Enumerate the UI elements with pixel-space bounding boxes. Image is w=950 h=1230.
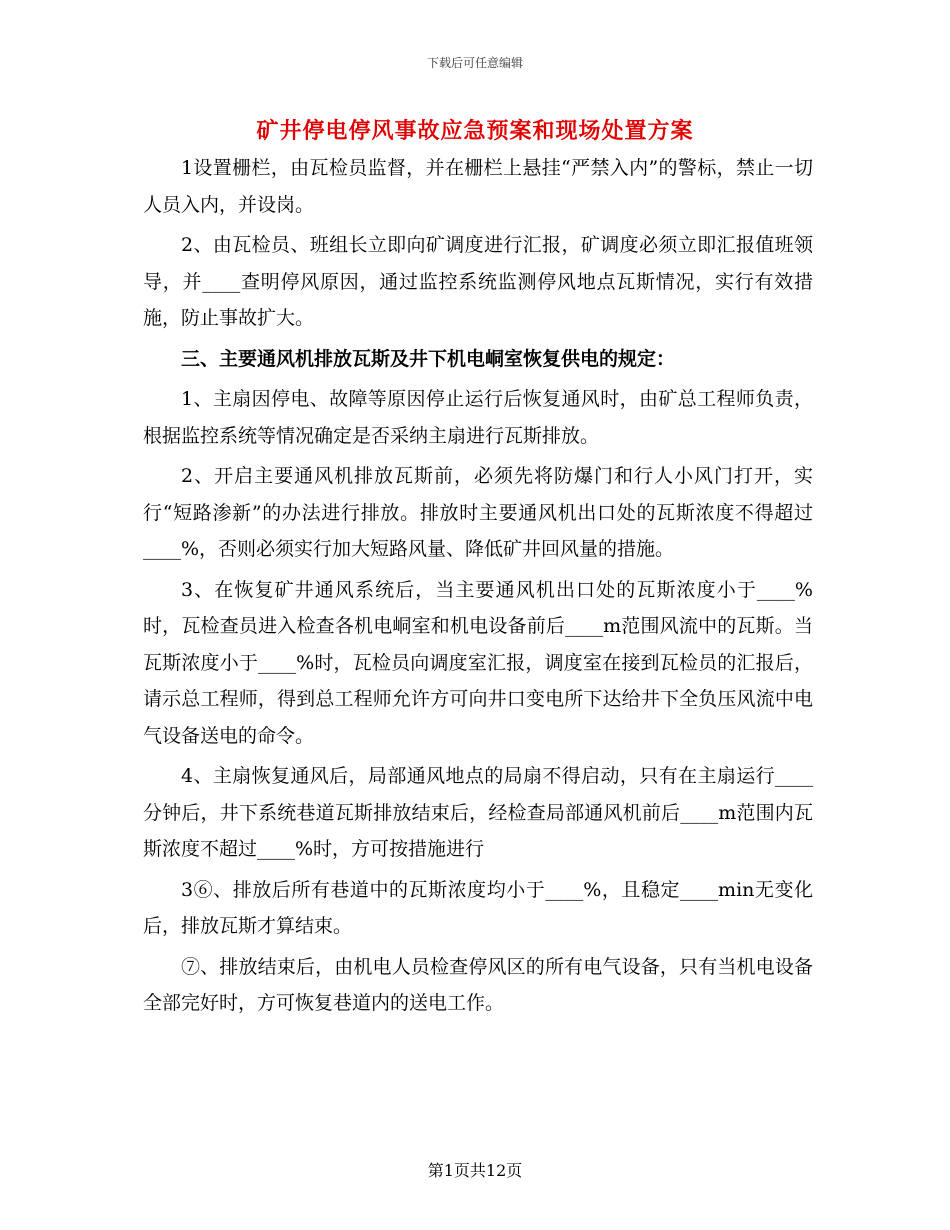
header-note: 下载后可任意编辑 bbox=[426, 56, 523, 70]
paragraph-4: 2、开启主要通风机排放瓦斯前，必须先将防爆门和行人小风门打开，实行“短路渗新”的办法进行排放。排放时主要通风机出口处的瓦斯浓度不得超过____%，否则必须实行加大短路风量、降低矿井回风量的措施。 bbox=[143, 465, 813, 560]
paragraph-2: 2、由瓦检员、班组长立即向矿调度进行汇报，矿调度必须立即汇报值班领导，并____查明停风原因，通过监控系统监测停风地点瓦斯情况，实行有效措施，防止事故扩大。 bbox=[143, 234, 813, 329]
document-body bbox=[143, 150, 813, 1026]
paragraph-3: 1、主扇因停电、故障等原因停止运行后恢复通风时，由矿总工程师负责，根据监控系统等情况确定是否采纳主扇进行瓦斯排放。 bbox=[143, 388, 813, 447]
paragraph-7: 3⑥、排放后所有巷道中的瓦斯浓度均小于____%，且稳定____min无变化后，排放瓦斯才算结束。 bbox=[143, 878, 813, 937]
paragraph-6: 4、主扇恢复通风后，局部通风地点的局扇不得启动，只有在主扇运行____分钟后，井下系统巷道瓦斯排放结束后，经检查局部通风机前后____m范围内瓦斯浓度不超过____%时，方可按措施进行 bbox=[143, 765, 813, 860]
document-title: 矿井停电停风事故应急预案和现场处置方案 bbox=[256, 118, 694, 144]
paragraph-8: ⑦、排放结束后，由机电人员检查停风区的所有电气设备，只有当机电设备全部完好时，方可恢复巷道内的送电工作。 bbox=[143, 955, 813, 1014]
page-number: 第1页共12页 bbox=[427, 1161, 523, 1180]
section-heading: 三、主要通风机排放瓦斯及井下机电峒室恢复供电的规定： bbox=[181, 347, 676, 370]
paragraph-1: 1设置栅栏，由瓦检员监督，并在栅栏上悬挂“严禁入内”的警标，禁止一切人员入内，并设岗。 bbox=[143, 157, 813, 216]
paragraph-5: 3、在恢复矿井通风系统后，当主要通风机出口处的瓦斯浓度小于____%时，瓦检查员进入检查各机电峒室和机电设备前后____m范围风流中的瓦斯。当瓦斯浓度小于____%时，瓦检员向调度室汇报，调度室在接到瓦检员的汇报后，请示总工程师，得到总工程师允许方可向井口变电所下达给井下全负压风流中电气设备送电的命令。 bbox=[143, 578, 813, 747]
